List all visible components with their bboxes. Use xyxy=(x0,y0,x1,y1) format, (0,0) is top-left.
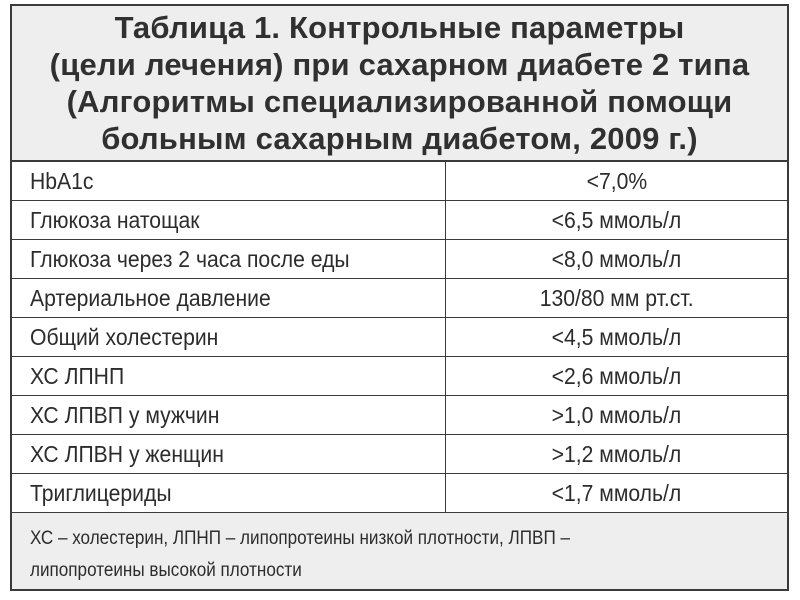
parameter-cell xyxy=(12,279,446,317)
target-cell xyxy=(446,474,787,512)
target-cell xyxy=(446,162,787,200)
parameter-label: Триглицериды xyxy=(30,479,172,506)
target-value: <2,6 ммоль/л xyxy=(551,362,682,389)
target-cell xyxy=(446,240,787,278)
parameter-label: Общий холестерин xyxy=(30,323,219,350)
target-value: <4,5 ммоль/л xyxy=(551,323,682,350)
target-value: <8,0 ммоль/л xyxy=(551,245,682,272)
title-line: (цели лечения) при сахарном диабете 2 типа xyxy=(49,47,750,82)
parameter-cell xyxy=(12,318,446,356)
parameter-cell xyxy=(12,201,446,239)
target-cell xyxy=(446,201,787,239)
parameter-label: HbA1c xyxy=(30,167,94,194)
target-value: >1,0 ммоль/л xyxy=(551,401,682,428)
table-row xyxy=(12,435,787,474)
table-row xyxy=(12,357,787,396)
table-row xyxy=(12,279,787,318)
target-value: >1,2 ммоль/л xyxy=(551,440,682,467)
table-row xyxy=(12,240,787,279)
parameter-cell xyxy=(12,357,446,395)
parameter-label: ХС ЛПВП у мужчин xyxy=(30,401,220,428)
table-title xyxy=(50,9,750,157)
parameter-cell xyxy=(12,240,446,278)
parameter-label: ХС ЛПВН у женщин xyxy=(30,440,224,467)
target-value: 130/80 мм рт.ст. xyxy=(539,284,694,311)
title-line: (Алгоритмы специализированной помощи xyxy=(66,84,733,119)
table-row xyxy=(12,474,787,513)
parameter-label: Глюкоза натощак xyxy=(30,206,200,233)
table-row xyxy=(12,396,787,435)
table-row xyxy=(12,162,787,201)
target-cell xyxy=(446,357,787,395)
title-line: больным сахарным диабетом, 2009 г.) xyxy=(101,121,698,156)
parameter-cell xyxy=(12,435,446,473)
parameter-label: ХС ЛПНП xyxy=(30,362,125,389)
parameter-cell xyxy=(12,474,446,512)
target-value: <7,0% xyxy=(586,167,647,194)
parameter-cell xyxy=(12,162,446,200)
target-cell xyxy=(446,318,787,356)
footnote-line: липопротеины высокой плотности xyxy=(30,560,302,581)
parameter-label: Артериальное давление xyxy=(30,284,271,311)
table-footnote xyxy=(12,513,787,587)
parameter-cell xyxy=(12,396,446,434)
table-row xyxy=(12,318,787,357)
target-cell xyxy=(446,279,787,317)
footnote-line: ХС – холестерин, ЛПНП – липопротеины низкой плотности, ЛПВП – xyxy=(30,528,571,549)
table-row xyxy=(12,201,787,240)
target-value: <6,5 ммоль/л xyxy=(551,206,682,233)
table-body xyxy=(12,162,787,513)
title-line: Таблица 1. Контрольные параметры xyxy=(114,10,685,45)
parameter-label: Глюкоза через 2 часа после еды xyxy=(30,245,350,272)
target-cell xyxy=(446,435,787,473)
targets-table xyxy=(10,4,789,591)
table-title-box xyxy=(12,6,787,162)
target-cell xyxy=(446,396,787,434)
target-value: <1,7 ммоль/л xyxy=(551,479,682,506)
